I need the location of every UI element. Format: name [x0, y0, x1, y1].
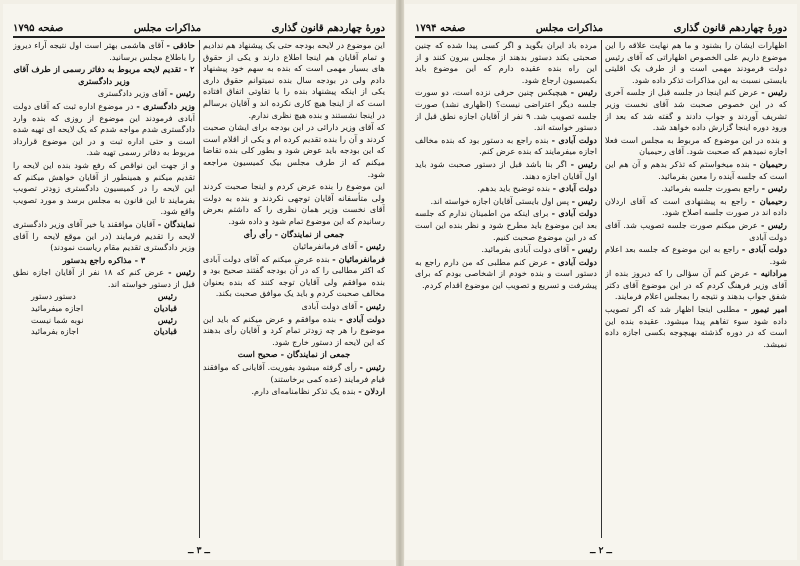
speech	[415, 87, 597, 133]
speech-text: پس اول بایستی آقایان اجازه خواسته اند.	[430, 195, 569, 206]
paragraph: که آقای وزیر دارائی در این بودجه برای ایشان صحبت کردند و آن را بنده تقدیم کرده ام و یکی از اقلام است که این بودجه باید عوض شود و بطور کلی بنده تقاضا میکنم که از طرف مجلس بیک کمیسیون مراجعه شود.	[203, 122, 385, 179]
speech	[605, 40, 787, 86]
speech	[203, 362, 385, 385]
speech-text: آقایان موافقند یا خیر آقای وزیر دادگستری لایحه را تقدیم فرمایند (در این موقع لایحه را آقای وزیر دادگستری تقدیم مقام ریاست نمودند)	[13, 218, 195, 253]
speech-text: هیچیکس چنین حرفی نزده است، دو سورت جلسه دیگر اعتراضی نیست؟ (اظهاری نشد) صورت جلسه تصویب شد. ۹ نفر از آقایان اجازه نطق قبل از دستور خواسته اند.	[415, 87, 597, 133]
speech	[13, 267, 195, 290]
speaker-name: رئیس -	[359, 362, 385, 373]
left-page	[3, 4, 395, 560]
speech-text: در موضوع اداره ثبت که آقای دولت آبادی فرمودند این موضوع از روزی که بنده وارد دادگستری شدم مواجه شدم که یک لایحه ای تهیه شده است و حتی اداره ثبت و در این موضوع قرارداد مربوط به دفاتر رسمی تهیه شد.	[13, 100, 195, 158]
speech-text: اظهارات ایشان را بشنود و ما هم نهایت علاقه را این موضوع داریم علی الخصوص اظهاراتی که آقای رئیس دولت فرمودند مهمی است و از طرف یک اقلیتی بایستی نسبت به این مذاکرات تذکر داده شود.	[605, 40, 787, 85]
speaker-name: رحیمیان -	[751, 195, 787, 206]
section-heading: جمعی از نمایندگان - صحیح است	[237, 349, 351, 360]
speaker-name: امیر تیمور -	[743, 304, 787, 315]
left-page-columns	[13, 40, 385, 542]
paragraph: این موضوع را بنده عرض کردم و اینجا صحبت کردند ولی متأسفانه آقایان توجهی نکردند و بنده به دولت آقای نخست وزیر همان نظری را که داشتم بعرض رسانیدم که این موضوع تمام شود و داده شود.	[203, 181, 385, 226]
book-gutter	[396, 0, 404, 566]
speech	[13, 88, 195, 100]
speech	[13, 40, 195, 63]
speech-text: نوبه شما نیست	[31, 314, 84, 325]
speech-text: مطلبی اینجا اظهار شد که اگر تصویب داده شود سوء تفاهم پیدا میشود. عقیده بنده این است که در دوره گذشته بهیچوجه بکسی اجازه داده نمیشد.	[605, 304, 787, 349]
exchange-line	[13, 291, 195, 303]
speech-text: راجع بصورت جلسه بفرمائید.	[661, 183, 759, 194]
speaker-name: رئیس -	[570, 158, 597, 169]
speech	[605, 135, 787, 158]
speech-text: بنده عرض میکنم که آقای دولت آبادی که اکثر مطالبی را که در آن بودجه گفتند صحیح بود و بنده موافقم ولی آقایان توجه کنند که بنده بعنوان مخالف صحبت کردم و باید یک موافق صحبت بکند.	[203, 253, 385, 299]
speech	[605, 304, 787, 350]
section-heading: ۲ - تقدیم لایحه مربوط به دفاتر رسمی از طرف آقای وزیر دادگستری	[13, 64, 195, 86]
paragraph: این موضوع در لایحه بودجه حتی یک پیشنهاد هم ندادیم و تمام آقایان هم اینجا اطلاع دارند و یکی از حقوق های بسیار مهمی است که بنده به سهم خود پیشنهاد دادم ولی در بودجه سال بنده نمیتوانم حقوق داری یکی از اینکه پیشنهاد بنده را با تفاوتی اتفاق افتاده است که از اینجا هیچ کاری نکرده اند و آقایان برسالم در اینجا نشستند و بنده هیچ نظری ندارم.	[203, 40, 385, 120]
speaker-name: دولت آبادی -	[551, 256, 597, 267]
speech	[415, 244, 597, 256]
speech-text: و از جهت این نواقص که رفع شود بنده این لایحه را تقدیم میکنم و همینطور از آقایان خواهش میکنم که این لایحه را در کمیسیون دادگستری زودتر تصویب بفرمایند تا این قانون به مجلس برسد و مورد تصویب واقع شود.	[13, 159, 195, 217]
speech-text: عرض میکنم صورت جلسه تصویب شد. آقای دولت آبادی	[605, 219, 787, 242]
speaker-name: رئیس -	[761, 219, 787, 230]
speech	[203, 254, 385, 300]
right-page-right-column	[605, 40, 787, 542]
speech-text: بنده راجع به دستور بود که بنده مخالف اجازه میفرمایند که بنده عرض کنم.	[415, 134, 597, 157]
header-center-title: مذاکرات مجلس	[535, 23, 604, 34]
speech	[415, 40, 597, 86]
speech	[415, 208, 597, 243]
left-page-header	[13, 14, 385, 38]
speech	[605, 196, 787, 219]
speaker-name: قبادیان	[153, 326, 177, 337]
speech-text: راجع به این موضوع که جلسه بعد اعلام شود.	[605, 244, 787, 266]
speech-text: آقای فرمانفرمائیان	[292, 241, 357, 252]
speaker-name: دولت آبادی -	[339, 313, 385, 324]
speech	[13, 101, 195, 159]
right-page-left-column	[415, 40, 597, 542]
speech	[203, 241, 385, 253]
speech	[605, 220, 787, 243]
speech	[605, 159, 787, 182]
speech	[13, 219, 195, 254]
speaker-name: دولت آبادی -	[741, 244, 787, 255]
speech-text: اجازه بفرمائید	[31, 326, 79, 337]
speech-text: آقای وزیر دادگستری	[97, 88, 167, 99]
speaker-name: رحیمیان -	[752, 158, 787, 169]
speech	[203, 314, 385, 349]
header-page-number: صفحه ۱۷۹۴	[415, 23, 466, 34]
speaker-name: رئیس -	[359, 301, 385, 312]
speaker-name: اردلان -	[358, 386, 385, 397]
speech	[415, 257, 597, 292]
speech	[605, 268, 787, 303]
speech-text: رأی گرفته میشود بفوریت. آقایانی که موافقند قیام فرمایند (عده کمی برخاستند)	[203, 362, 385, 384]
speaker-name: رئیس -	[761, 87, 787, 98]
right-page-header	[415, 14, 787, 38]
speaker-name: فرمانفرمائیان -	[332, 253, 385, 264]
header-page-number: صفحه ۱۷۹۵	[13, 23, 64, 34]
speech-text: اگر بنا باشد قبل از دستور صحبت شود باید اول آقایان اجازه دهند.	[415, 158, 597, 181]
speech	[605, 87, 787, 133]
speech-text: آقای دولت آبادی	[301, 301, 357, 312]
speaker-name: دولت آبادی -	[551, 134, 597, 145]
speech-text: راجع به پیشنهادی است که آقای اردلان داده اند در صورت جلسه اصلاح شود.	[605, 195, 787, 218]
speaker-name: قبادیان	[153, 303, 177, 314]
speech	[605, 183, 787, 195]
speech-text: عرض کنم اینجا در جلسه قبل از جلسه آخری که در این خصوص صحبت شد آقای نخست وزیر تشریف آوردند و جواب دادند و گفته شد که بعد از ورود دوره اینجا گزارش داده خواهد شد.	[605, 87, 787, 133]
speaker-name: رئیس -	[168, 267, 195, 278]
speech-text: آقای هاشمی بهتر است اول نتیجه آراء دیروز را باطلاع مجلس برسانید.	[13, 40, 195, 62]
header-running-title: دورهٔ چهاردهم قانون گذاری	[271, 23, 385, 34]
speaker-name: حاذقی -	[166, 40, 195, 50]
speaker-name: دولت آبادی -	[552, 183, 597, 194]
speech-text: مرده باد ایران بگوید و اگر کسی پیدا شده که چنین صحبتی بکند دستور بدهند از مجلس بیرون کنند و از این راه بنده عقیده دارم که این موضوع باید بکمیسیون ارجاع شود.	[415, 40, 597, 85]
speaker-name: رئیس -	[359, 241, 385, 252]
folio-number: ــ ۳ ــ	[188, 546, 210, 556]
speaker-name: رئیس -	[571, 195, 597, 206]
speech-text: بنده موافقم و عرض میکنم که باید این موضوع را هر چه زودتر تمام کرد و آقایان رأی بدهند که این لایحه از دستور خارج شود.	[203, 313, 385, 347]
speech-text: آقای دولت آبادی بفرمائید.	[481, 244, 569, 255]
section-heading: جمعی از نمایندگان - رأی رأی	[243, 228, 345, 239]
header-center-title: مذاکرات مجلس	[133, 23, 202, 34]
folio-number: ــ ۲ ــ	[590, 546, 612, 556]
speech-text: برای اینکه من اطمینان ندارم که جلسه بعد این موضوع باید مطرح شود و نظر بنده این است که در این موضوع صحبت کنیم.	[415, 208, 597, 242]
speech-text: عرض کنم که ۱۸ نفر از آقایان اجازه نطق قبل از دستور خواسته اند.	[13, 267, 195, 289]
right-page	[405, 4, 797, 560]
speaker-name: رئیس -	[169, 88, 195, 99]
right-page-columns	[415, 40, 787, 542]
speaker-name: رئیس -	[570, 87, 597, 98]
speaker-name: مرادانیه -	[753, 268, 787, 279]
speech	[415, 135, 597, 158]
speech	[203, 386, 385, 398]
exchange-line	[13, 315, 195, 327]
speaker-name: رئیس -	[571, 244, 597, 255]
header-running-title: دورهٔ چهاردهم قانون گذاری	[673, 23, 787, 34]
speech-text: عرض کنم مطلبی که من دارم راجع به دستور است و بنده خودم از اشخاصی بودم که برای پیشرفت و تسریع و تصویب این موضوع اقدام کردم.	[415, 256, 597, 290]
speaker-name: رئیس	[157, 291, 177, 302]
exchange-line	[13, 303, 195, 315]
speaker-name: رئیس	[157, 314, 177, 325]
exchange-line	[13, 326, 195, 338]
speech-text: بنده یک تذکر نظامنامه‌ای دارم.	[251, 386, 356, 397]
speech	[203, 301, 385, 313]
speech-text: و بنده در این موضوع که مربوط به مجلس است فعلا اجازه نمیدهم که صحبت شود. آقای رحیمیان	[605, 134, 787, 157]
speech-text: اجازه میفرمائید	[31, 303, 84, 314]
speaker-name: نمایندگان -	[157, 218, 195, 229]
speaker-name: رئیس -	[761, 183, 787, 194]
section-heading: ۳ - مذاکره راجع بدستور	[62, 254, 146, 265]
paragraph	[13, 160, 195, 218]
speech	[415, 159, 597, 182]
speech-text: بنده توضیح باید بدهم.	[477, 183, 551, 194]
speech-text: بنده میخواستم که تذکر بدهم و آن هم این است که جلسه آینده را معین بفرمائید.	[605, 158, 787, 181]
speaker-name: دولت آبادی -	[551, 208, 597, 219]
left-page-right-column	[203, 40, 385, 542]
speech	[605, 244, 787, 267]
left-page-left-column	[13, 40, 195, 542]
speech	[415, 196, 597, 208]
speech-text: عرض کنم آن سؤالی را که دیروز بنده از آقای وزیر فرهنگ کردم که در این موضوع آقای دکتر شفق جواب بدهند و نتیجه را بمجلس اعلام فرمایند.	[605, 268, 787, 302]
speaker-name: وزیر دادگستری -	[136, 100, 195, 111]
speech	[415, 183, 597, 195]
speech-text: دستور دستور	[31, 291, 76, 302]
